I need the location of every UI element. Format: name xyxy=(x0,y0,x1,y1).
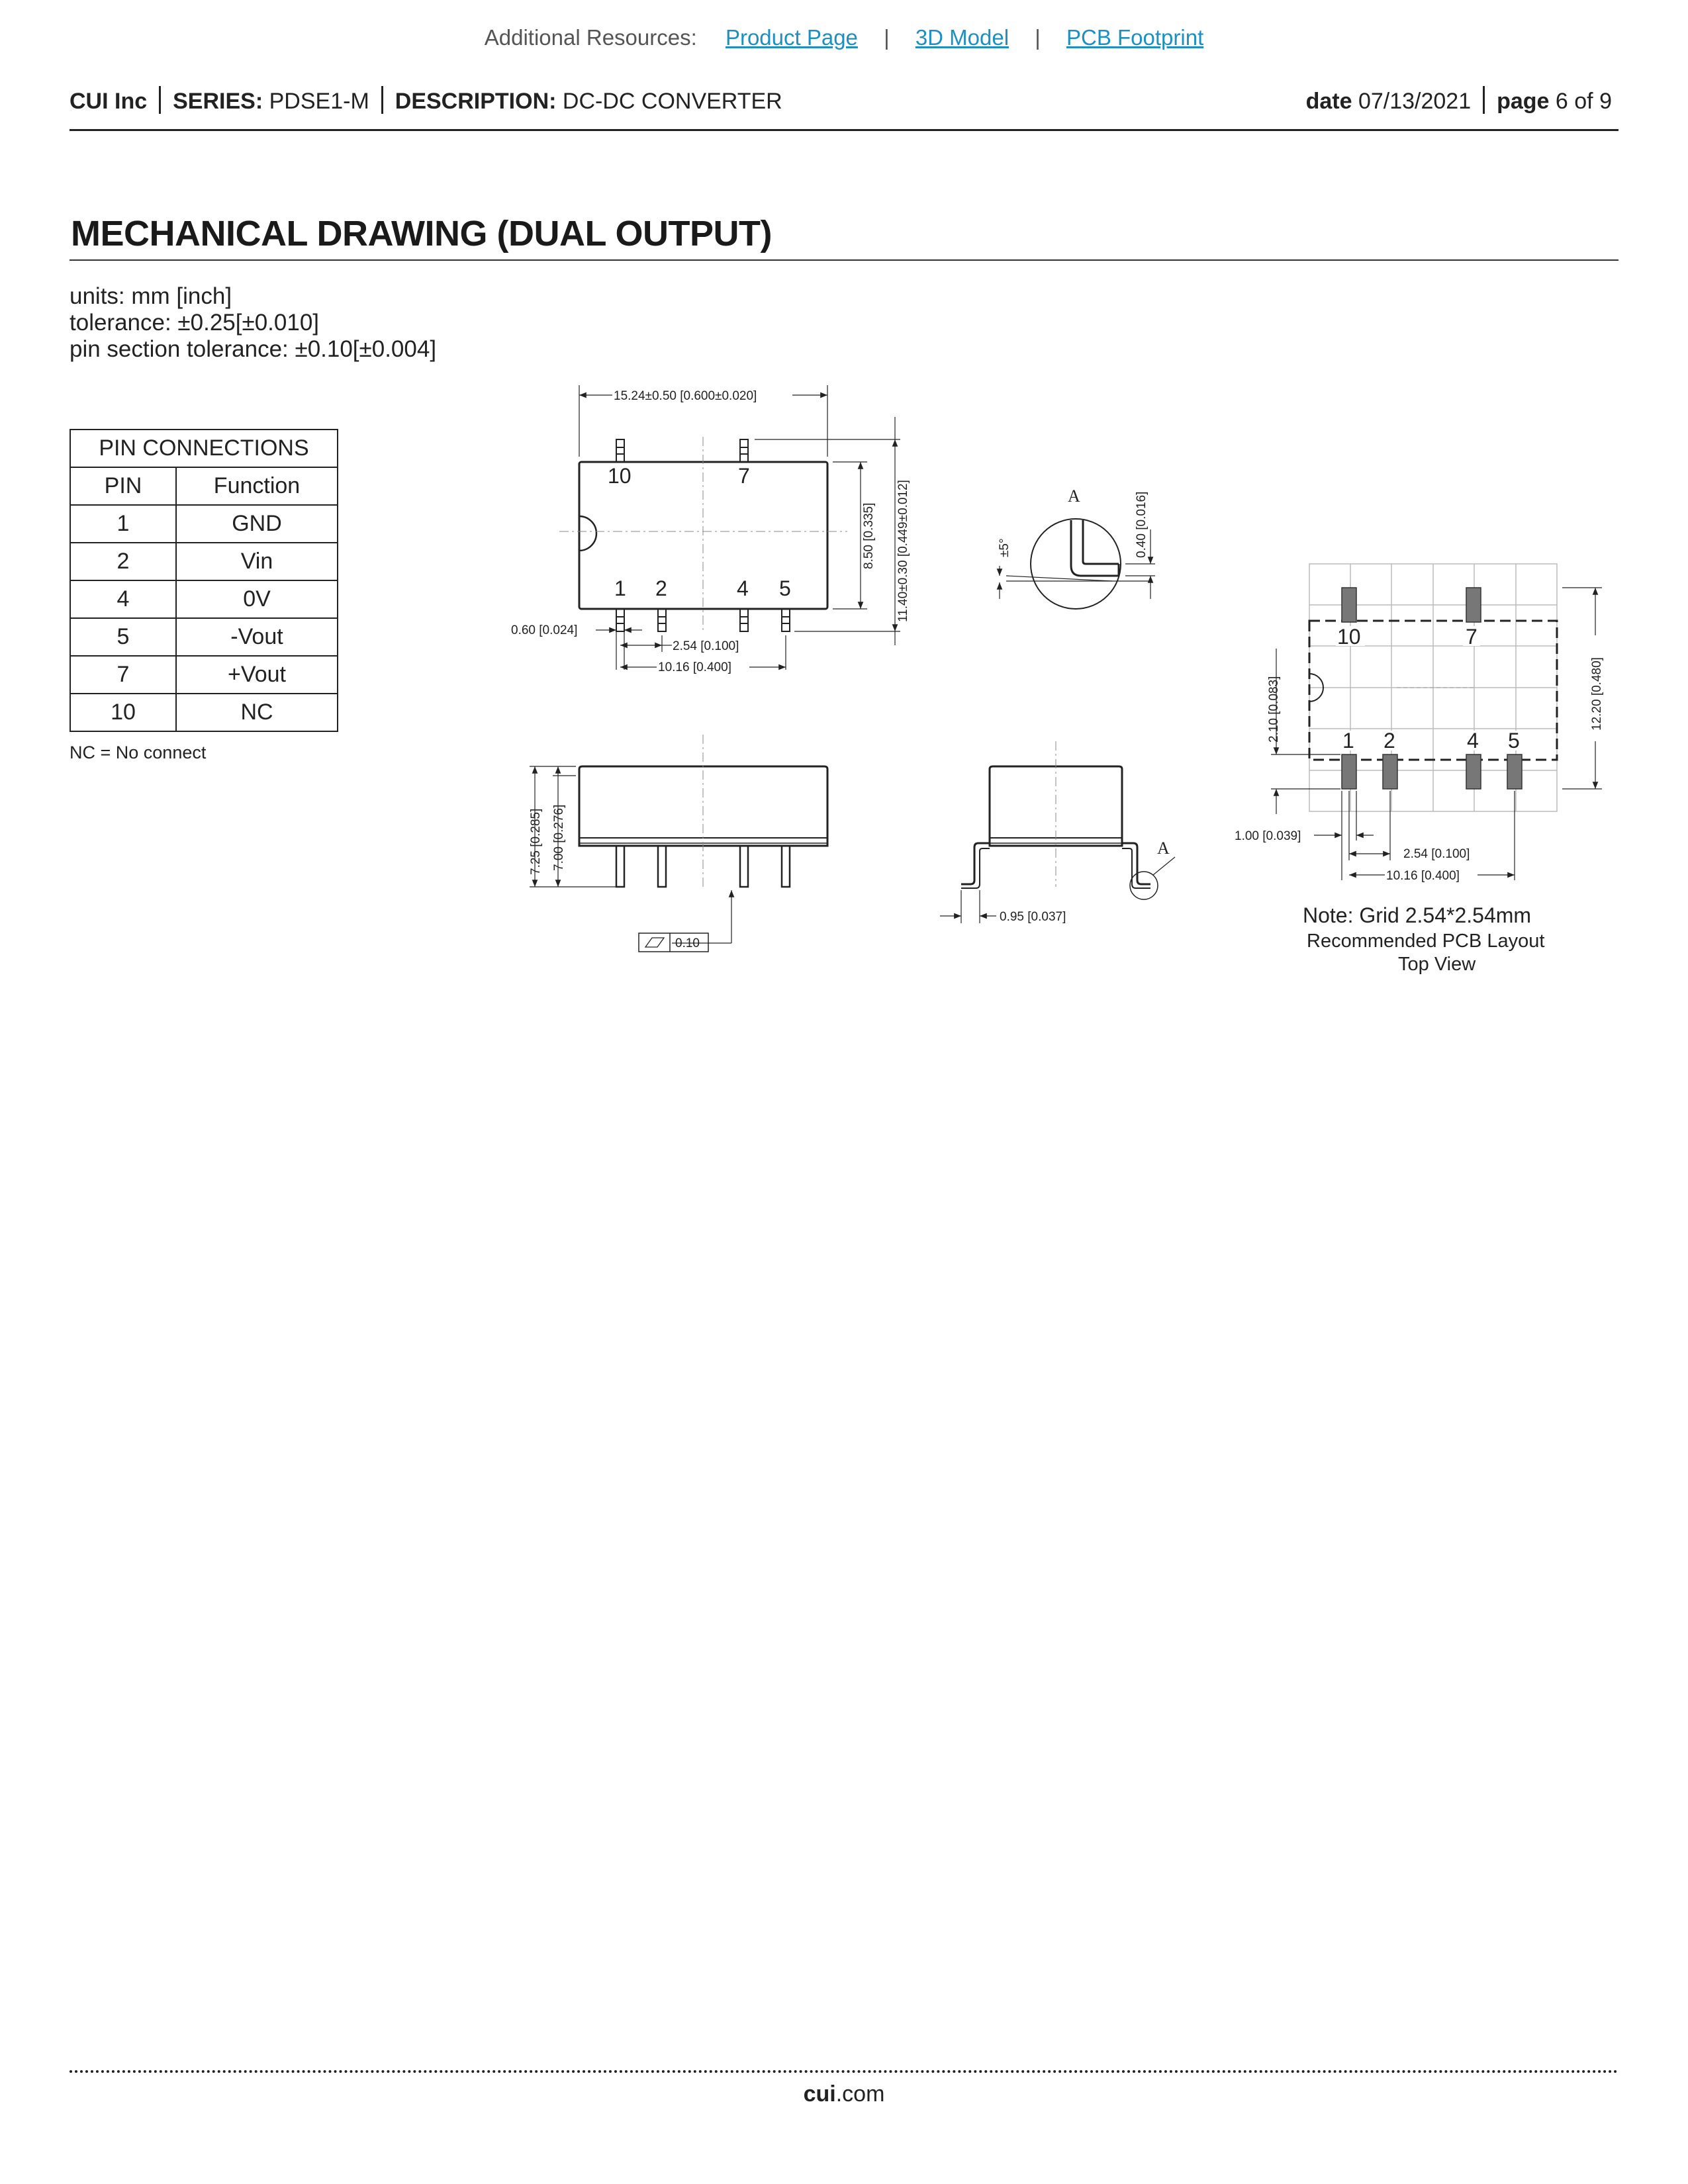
company-name: CUI Inc xyxy=(70,89,148,114)
description-label: DESCRIPTION: xyxy=(395,89,557,114)
pin-label-2: 2 xyxy=(655,576,667,600)
resources-separator: | xyxy=(1035,25,1041,50)
pin-width-dimension: 0.60 [0.024] xyxy=(511,623,578,637)
footprint-pin-label-2: 2 xyxy=(1383,729,1395,752)
pin-table-note: NC = No connect xyxy=(70,743,207,762)
pin-cell: 7 xyxy=(70,656,176,694)
lead-thickness-dimension: 0.40 [0.016] xyxy=(1135,491,1149,558)
page-value: 6 of 9 xyxy=(1555,89,1612,114)
pcb-footprint-link[interactable]: PCB Footprint xyxy=(1066,25,1204,50)
detail-a-label: A xyxy=(1068,486,1080,506)
flatness-tolerance: 0.10 xyxy=(675,936,700,950)
footprint-pin-label-4: 4 xyxy=(1467,729,1479,752)
detail-a xyxy=(1000,519,1155,609)
footer-rule xyxy=(70,2070,1618,2073)
pin-label-4: 4 xyxy=(737,576,749,600)
footprint-view-note: Top View xyxy=(1398,954,1476,975)
resources-label: Additional Resources: xyxy=(484,25,697,50)
date-value: 07/13/2021 xyxy=(1358,89,1472,114)
pin-label-10: 10 xyxy=(608,464,632,488)
top-view-pins-top xyxy=(616,439,748,462)
footprint-pads xyxy=(1342,588,1522,789)
series-label: SERIES: xyxy=(173,89,263,114)
section-title: MECHANICAL DRAWING (DUAL OUTPUT) xyxy=(71,214,772,253)
tolerance-line: tolerance: ±0.25[±0.010] xyxy=(70,310,320,336)
pin-cell: 2 xyxy=(70,543,176,580)
footprint-pin-label-7: 7 xyxy=(1466,625,1477,649)
orientation-notch xyxy=(579,516,596,551)
pin-cell: 10 xyxy=(70,694,176,731)
footer-website[interactable] xyxy=(0,2081,1688,2107)
units-line: units: mm [inch] xyxy=(70,283,232,309)
function-column-header: Function xyxy=(176,467,338,505)
page-label: page xyxy=(1497,89,1550,114)
pin-label-7: 7 xyxy=(738,464,750,488)
resources-separator: | xyxy=(884,25,890,50)
mechanical-drawing xyxy=(0,0,1688,993)
footprint-pin-label-5: 5 xyxy=(1508,729,1520,752)
footprint-pitch-dim: 2.54 [0.100] xyxy=(1403,847,1470,861)
pin-label-1: 1 xyxy=(614,576,626,600)
pitch-dimension: 2.54 [0.100] xyxy=(673,639,739,653)
footprint-layout-note: Recommended PCB Layout xyxy=(1307,931,1545,952)
footer-site-bold: cui xyxy=(803,2081,836,2107)
end-view-label: A xyxy=(1157,839,1170,858)
date-label: date xyxy=(1305,89,1352,114)
function-cell: NC xyxy=(176,694,338,731)
outer-height-dimension: 11.40±0.30 [0.449±0.012] xyxy=(896,480,910,622)
outer-height-dimension-side: 7.25 [0.285] xyxy=(529,808,543,875)
pin-cell: 4 xyxy=(70,580,176,618)
footprint-total-height-dim: 12.20 [0.480] xyxy=(1590,657,1604,731)
function-cell: +Vout xyxy=(176,656,338,694)
footer-site-domain: .com xyxy=(835,2081,885,2107)
span-dimension: 10.16 [0.400] xyxy=(658,660,731,674)
side-view xyxy=(530,735,827,952)
3d-model-link[interactable]: 3D Model xyxy=(915,25,1009,50)
pin-cell: 1 xyxy=(70,505,176,543)
function-cell: GND xyxy=(176,505,338,543)
series-value: PDSE1-M xyxy=(269,89,369,114)
function-cell: 0V xyxy=(176,580,338,618)
footprint-pad-width-dim: 1.00 [0.039] xyxy=(1235,829,1301,843)
inner-height-dimension-side: 7.00 [0.276] xyxy=(552,804,566,871)
inner-height-dimension: 8.50 [0.335] xyxy=(862,502,876,569)
pin-cell: 5 xyxy=(70,618,176,656)
footprint-span-dim: 10.16 [0.400] xyxy=(1386,869,1460,883)
pcb-footprint xyxy=(1271,564,1602,880)
end-view xyxy=(940,741,1175,923)
footprint-pin-label-10: 10 xyxy=(1337,625,1361,649)
offset-dimension: 0.95 [0.037] xyxy=(1000,910,1066,924)
footprint-row-spacing-dim: 2.10 [0.083] xyxy=(1267,676,1281,743)
pin-label-5: 5 xyxy=(779,576,791,600)
pin-column-header: PIN xyxy=(70,467,176,505)
product-page-link[interactable]: Product Page xyxy=(725,25,858,50)
angle-dimension: ±5° xyxy=(998,538,1011,557)
pin-tolerance-line: pin section tolerance: ±0.10[±0.004] xyxy=(70,336,437,362)
footprint-pin-label-1: 1 xyxy=(1342,729,1354,752)
footprint-grid-note: Note: Grid 2.54*2.54mm xyxy=(1303,903,1532,927)
top-view xyxy=(559,385,900,670)
function-cell: -Vout xyxy=(176,618,338,656)
function-cell: Vin xyxy=(176,543,338,580)
description-value: DC-DC CONVERTER xyxy=(562,89,782,114)
pin-table-title: PIN CONNECTIONS xyxy=(70,430,338,467)
width-dimension: 15.24±0.50 [0.600±0.020] xyxy=(614,389,757,403)
